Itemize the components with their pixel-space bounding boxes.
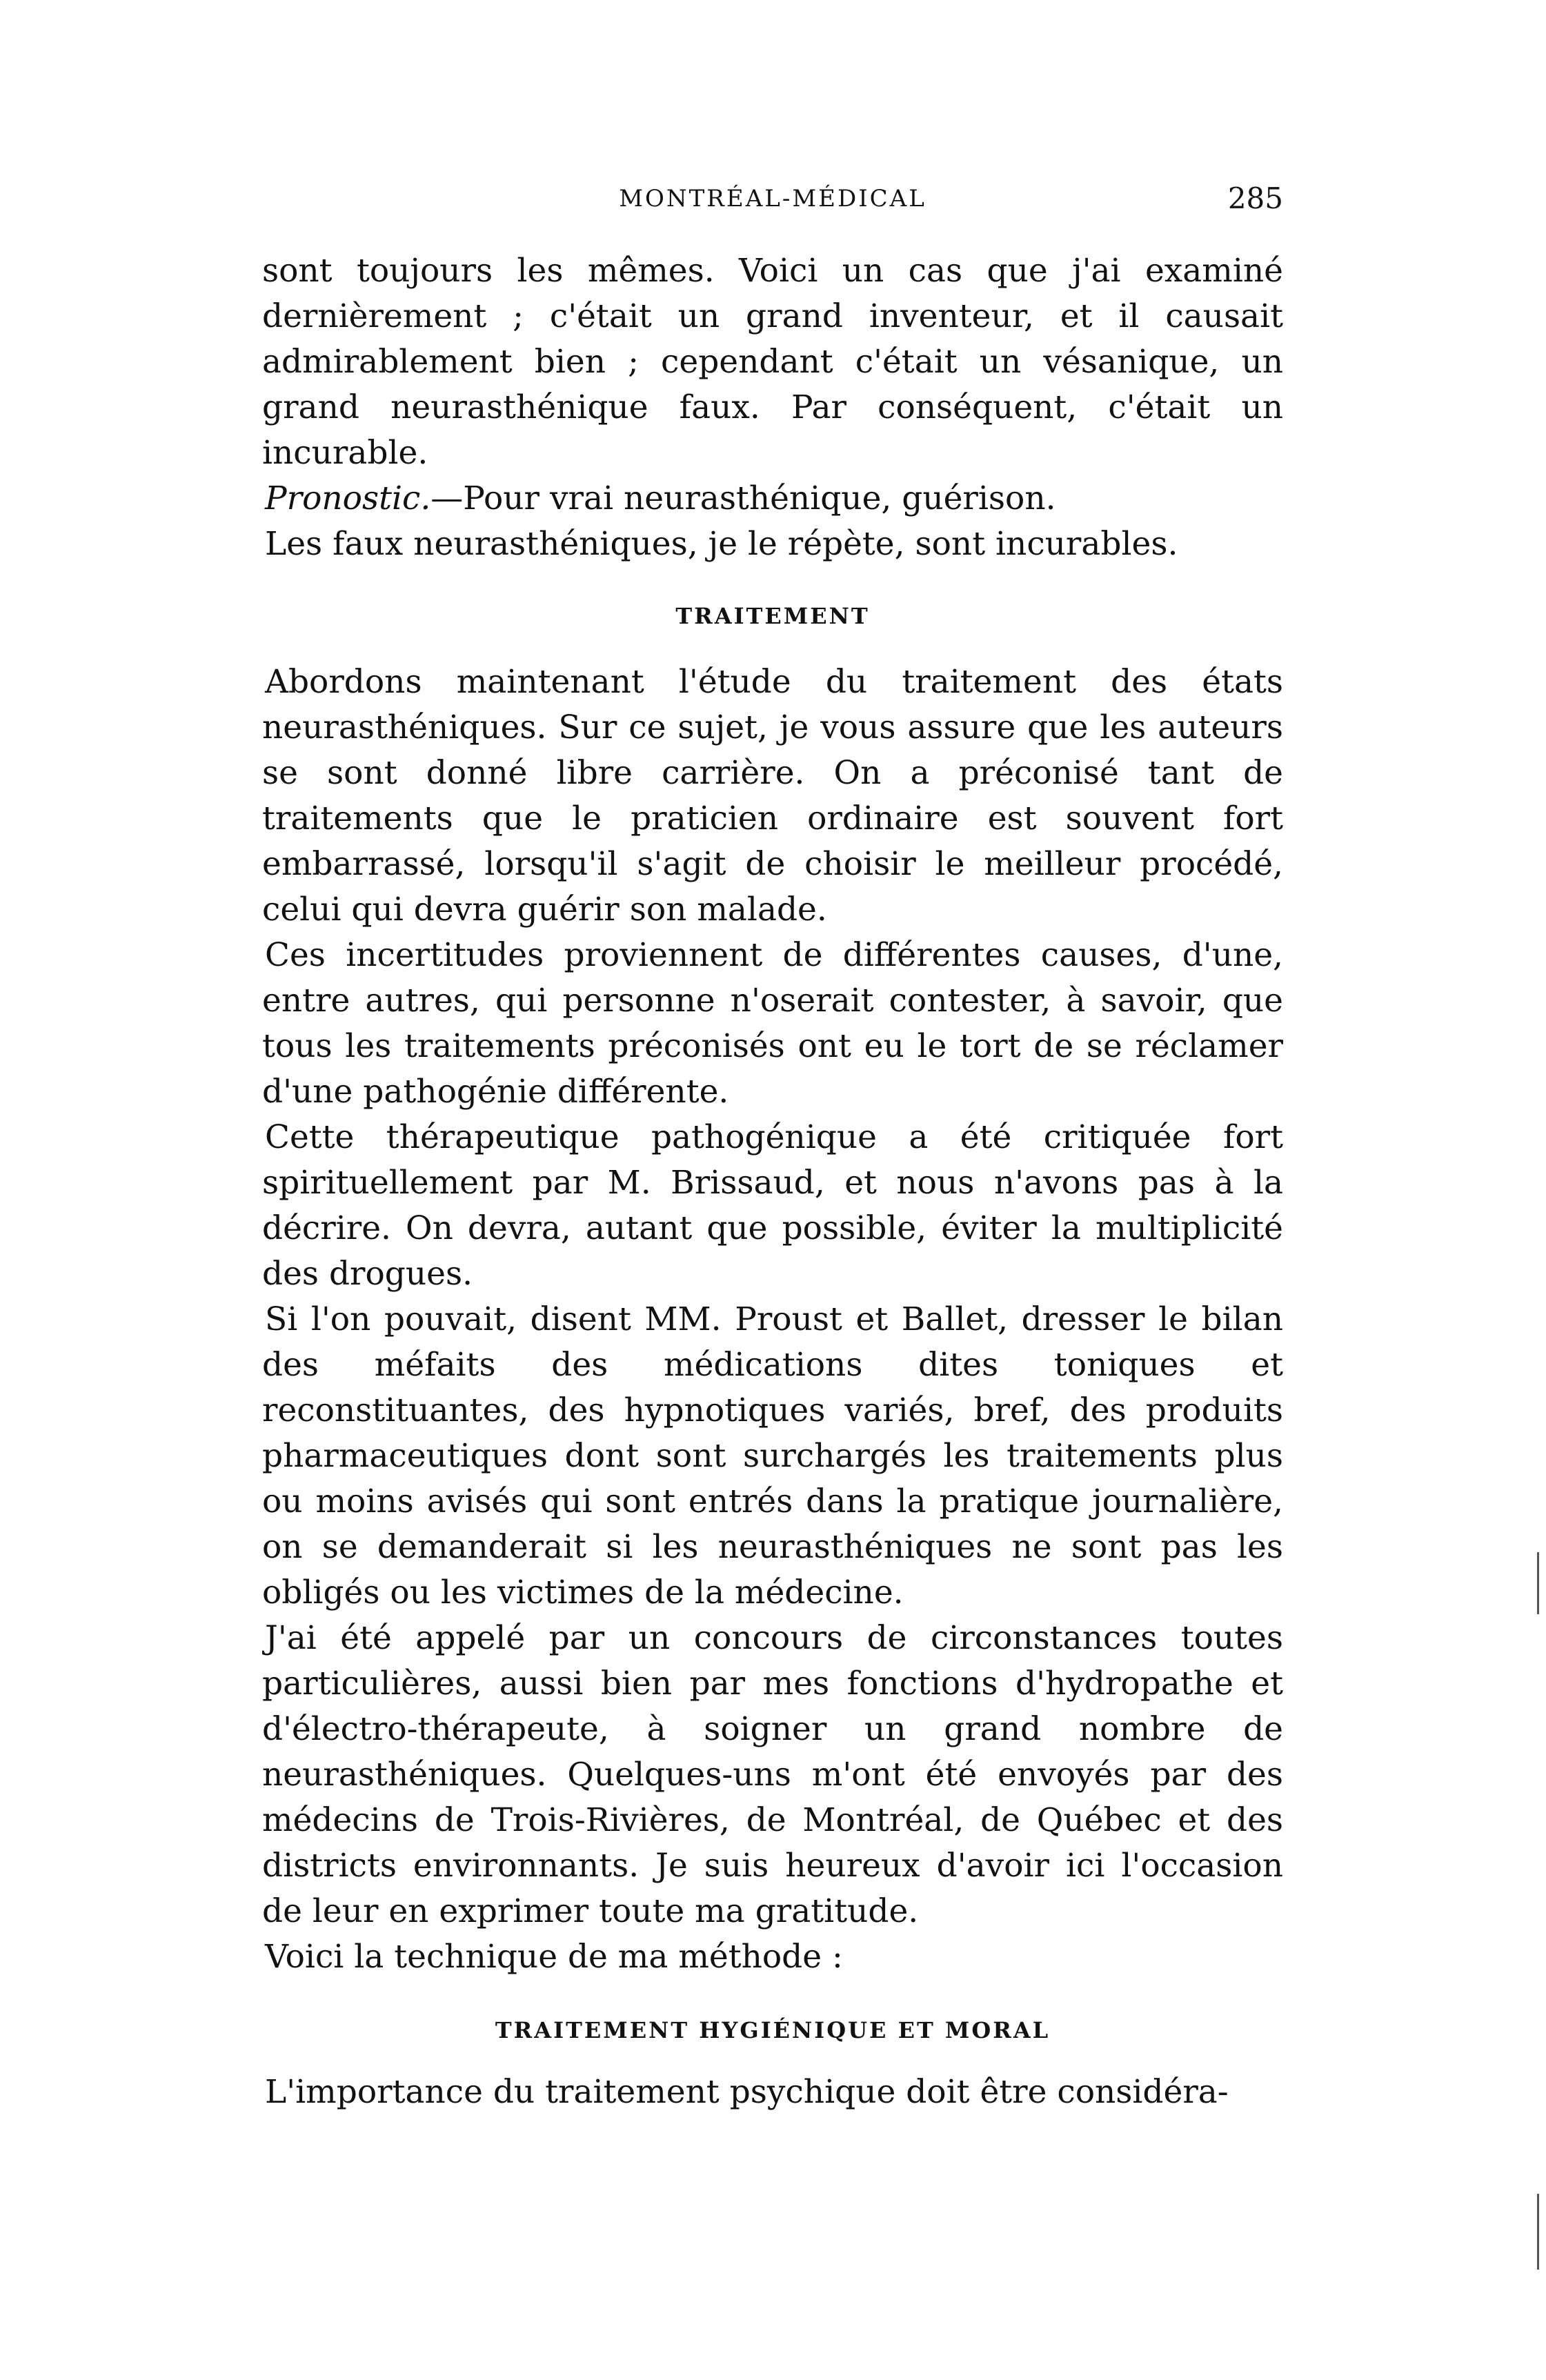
paragraph-therapeutique: Cette thérapeutique pathogénique a été critiquée fort spirituellement par M. Brissaud, et nous n'avons pas à la décrire. On devra, autant que possible, éviter la multiplicité des drogues. — [262, 1118, 1283, 1293]
scan-edge-mark — [1537, 1552, 1539, 1614]
body-text — [262, 248, 1283, 2115]
paragraph-incertitudes: Ces incertitudes proviennent de différentes causes, d'une, entre autres, qui personne n'oserait contester, à savoir, que tous les traitements préconisés ont eu le tort de se réclamer d'une pathogénie différente. — [262, 936, 1283, 1111]
scan-edge-mark — [1537, 2194, 1539, 2270]
paragraph-appele: J'ai été appelé par un concours de circonstances toutes particulières, aussi bien par mes fonctions d'hydropathe et d'électro-thérapeute, à soigner un grand nombre de neurasthéniques. Quelques-uns m'ont été envoyés par des médecins de Trois-Rivières, de Montréal, de Québec et des districts environnants. Je suis heureux d'avoir ici l'occasion de leur en exprimer toute ma gratitude. — [262, 1619, 1283, 1930]
running-title: MONTRÉAL-MÉDICAL — [619, 185, 926, 212]
section-heading-traitement: TRAITEMENT — [675, 603, 870, 629]
page-header — [262, 178, 1283, 219]
paragraph-technique: Voici la technique de ma méthode : — [265, 1938, 843, 1976]
pronostic-label: Pronostic. — [265, 479, 431, 517]
section-heading-traitement-hygienique: TRAITEMENT HYGIÉNIQUE ET MORAL — [495, 2017, 1051, 2043]
page-number: 285 — [1227, 181, 1283, 215]
pronostic-text: —Pour vrai neurasthénique, guérison. — [430, 479, 1056, 517]
paragraph-faux-neurastheniques: Les faux neurasthéniques, je le répète, sont incurables. — [265, 525, 1178, 563]
paragraph-pronostic — [262, 476, 1283, 522]
paragraph-importance: L'importance du traitement psychique doit être considéra- — [265, 2073, 1229, 2111]
paragraph-proust-ballet: Si l'on pouvait, disent MM. Proust et Ballet, dresser le bilan des méfaits des médications dites toniques et reconstituantes, des hypnotiques variés, bref, des produits pharmaceutiques dont sont surchargés les traitements plus ou moins avisés qui sont entrés dans la pratique journalière, on se demanderait si les neurasthéniques ne sont pas les obligés ou les victimes de la médecine. — [262, 1300, 1283, 1612]
paragraph-abordons: Abordons maintenant l'étude du traitement des états neurasthéniques. Sur ce sujet, je vous assure que les auteurs se sont donné libre carrière. On a préconisé tant de traitements que le praticien ordinaire est souvent fort embarrassé, lorsqu'il s'agit de choisir le meilleur procédé, celui qui devra guérir son malade. — [262, 663, 1283, 929]
paragraph-continuation: sont toujours les mêmes. Voici un cas que j'ai examiné dernièrement ; c'était un grand inventeur, et il causait admirablement bien ; cependant c'était un vésanique, un grand neurasthénique faux. Par conséquent, c'était un incurable. — [262, 252, 1283, 472]
